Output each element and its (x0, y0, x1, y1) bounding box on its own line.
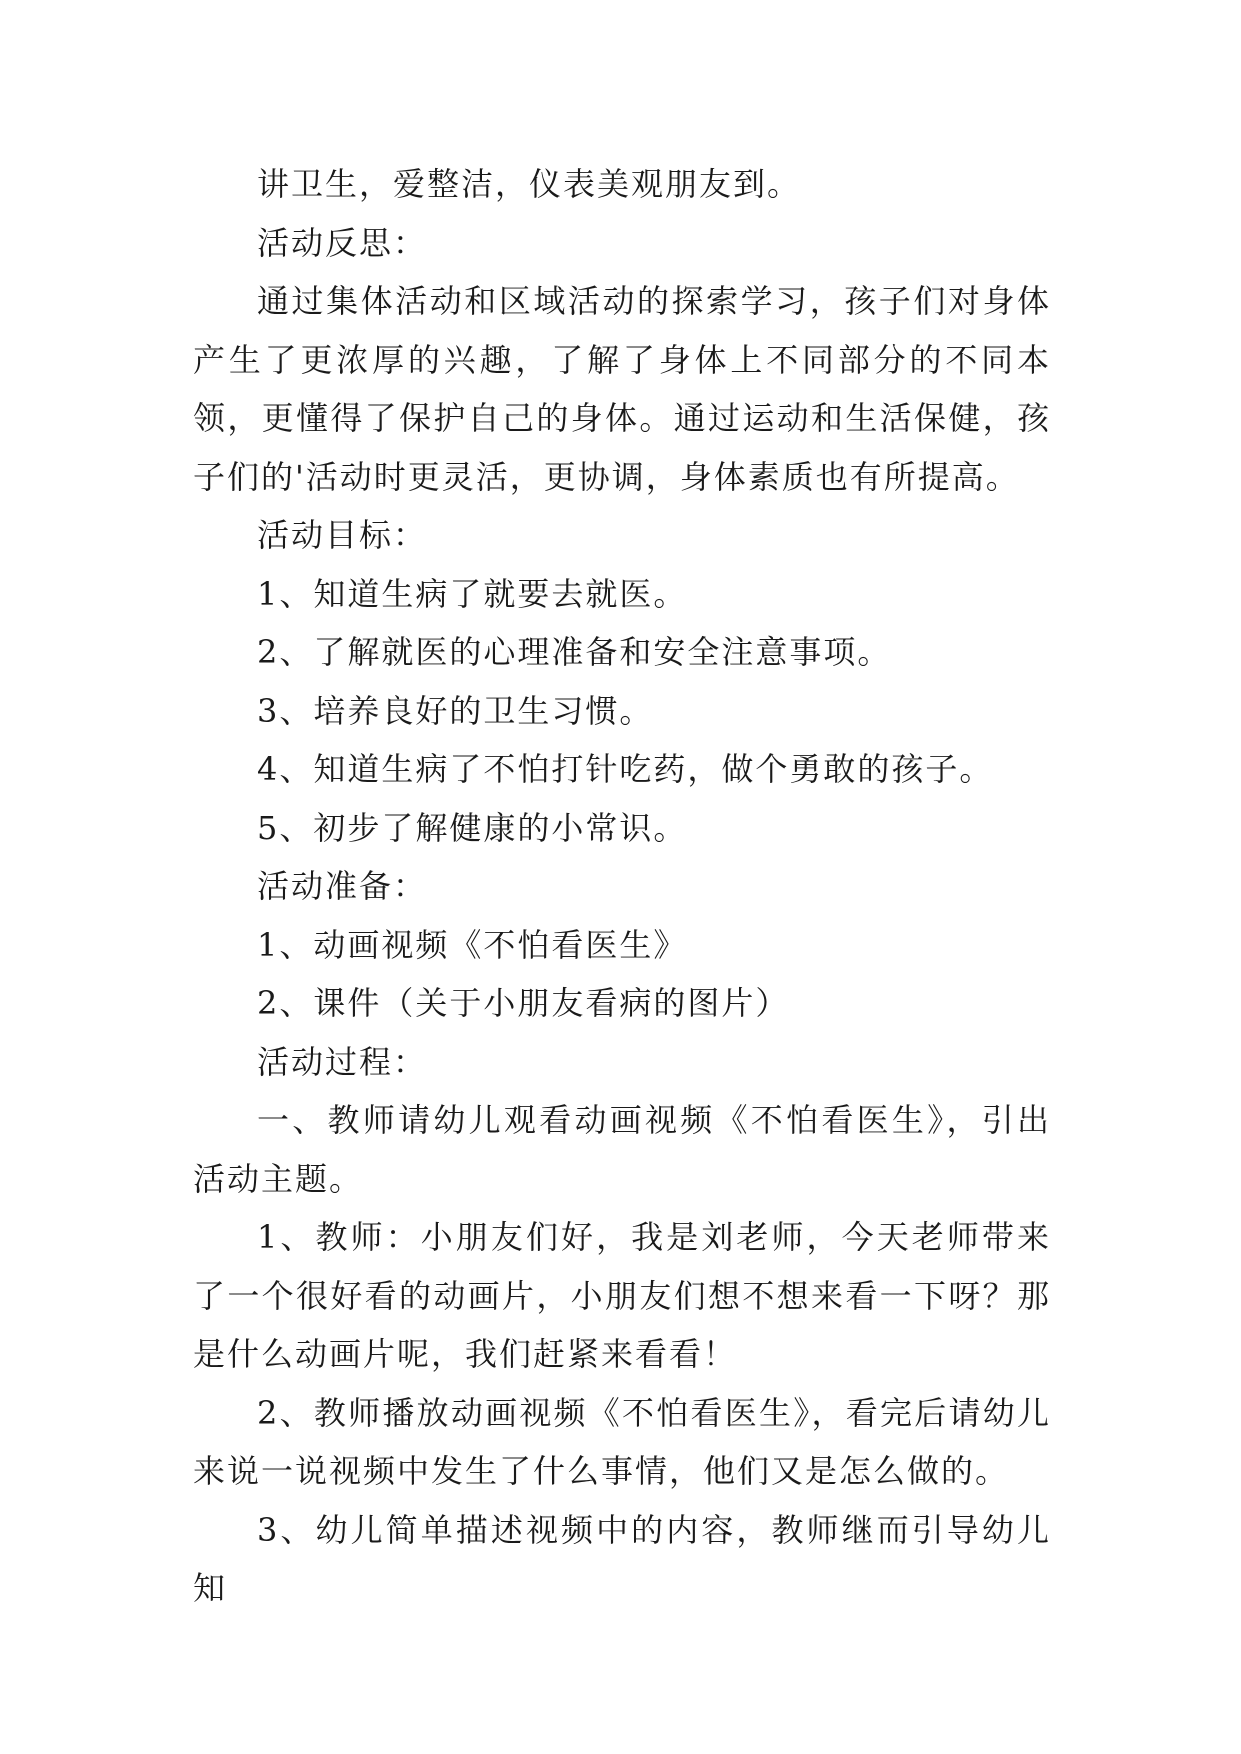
heading-activity-preparation: 活动准备： (257, 867, 428, 905)
process-substep-2: 2、教师播放动画视频《不怕看医生》，看完后请幼儿来说一说视频中发生了什么事情，他们又是怎么做的。 (193, 1393, 1051, 1490)
document-body (193, 155, 1051, 1618)
heading-activity-process: 活动过程： (257, 1042, 428, 1081)
process-step-1: 一、教师请幼儿观看动画视频《不怕看医生》，引出活动主题。 (193, 1101, 1051, 1198)
heading-activity-goals: 活动目标： (257, 516, 428, 554)
paragraph-hygiene-rhyme: 讲卫生，爱整洁，仪表美观朋友到。 (257, 165, 802, 203)
goal-item-1: 1、知道生病了就要去就医。 (257, 574, 688, 613)
goal-item-4: 4、知道生病了不怕打针吃药，做个勇敢的孩子。 (257, 750, 994, 788)
goal-item-5: 5、初步了解健康的小常识。 (257, 808, 688, 847)
process-substep-1: 1、教师：小朋友们好，我是刘老师，今天老师带来了一个很好看的动画片，小朋友们想不想来看一下呀？那是什么动画片呢，我们赶紧来看看！ (193, 1218, 1051, 1373)
heading-activity-reflection: 活动反思： (257, 223, 428, 262)
preparation-item-2: 2、课件（关于小朋友看病的图片） (257, 984, 790, 1022)
preparation-item-1: 1、动画视频《不怕看医生》 (257, 925, 688, 964)
process-substep-3: 3、幼儿简单描述视频中的内容，教师继而引导幼儿知 (193, 1510, 1051, 1607)
goal-item-3: 3、培养良好的卫生习惯。 (257, 691, 654, 730)
goal-item-2: 2、了解就医的心理准备和安全注意事项。 (257, 633, 892, 671)
paragraph-reflection-text: 通过集体活动和区域活动的探索学习，孩子们对身体产生了更浓厚的兴趣，了解了身体上不同部分的不同本领，更懂得了保护自己的身体。通过运动和生活保健，孩子们的'活动时更灵活，更协调，身体素质也有所提高。 (193, 282, 1051, 496)
